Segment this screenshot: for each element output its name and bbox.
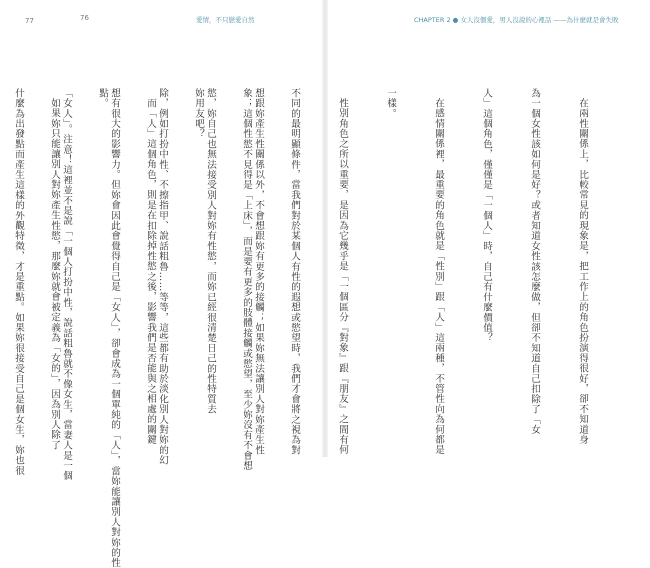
text-column: 想有很大的影響力。但妳會因此會覺得自己是「女人」，卻會成為一個單純的「人」，當妳能讓別人對妳的性 [109, 88, 120, 568]
page-number-left-secondary: 76 [80, 14, 89, 22]
text-column: 想跟妳產生性關係以外，不會想跟妳有更多的接觸；如果妳無法讓別人對妳產生性 [253, 88, 264, 456]
text-column: 在感情關係裡，最重要的角色就是「性別」跟「人」這兩種，不管性向為何都是 [433, 98, 444, 455]
text-column: 點。 [97, 88, 108, 109]
text-column: 性別角色之所以重要，是因為它幾乎是「一個區分『對象』跟『朋友』之間有何 [337, 98, 348, 455]
text-column: 象；這個性慾不見得是「上床」，而是要有更多的肢體接觸或慾望，至少妳沒有不會想 [241, 88, 252, 471]
text-column: 人」這個角色，僅僅是「一個人」時，自己有什麼價值？ [481, 88, 492, 343]
text-column: 什麼為出發點而產生這樣的外觀特徵，才是重點。如果妳很接受自己是個女生，妳也很 [13, 88, 24, 476]
text-column: 一樣。 [385, 88, 396, 119]
text-column: 而「人」這個角色，則是在扣除掉性慾之後，影響我們是否能與之相處的關鍵 [145, 98, 156, 445]
text-column: 如果妳只能讓別人對妳產生性慾，那麼妳就會被定義為「女的」，因為別人除了 [49, 98, 60, 451]
text-column: 妳用友吧？ [193, 88, 204, 139]
text-column: 不同的最明顯條件，當我們對於某個人有性的遐想或慾望時，我們才會將之視為對 [289, 88, 300, 456]
text-column: 為一個女性該如何是好？或者知道女性該怎麼做，但卻不知道自己扣除了「女 [529, 88, 540, 435]
text-column: 「女人」。注意！這裡並不是說「一個人打扮中性，說話粗魯就不像女生，當妻人是一個 [61, 88, 72, 481]
running-head-left: 愛情，不只戀愛自然 [196, 16, 255, 24]
text-column: 在兩性關係上，比較常見的現象是，把工作上的角色扮演得很好，卻不知道身 [577, 98, 588, 445]
running-head-right: CHAPTER 2 ● 女人沒個愛，男人沒說的心裡話 ——為什麼就是會失敗 [414, 16, 619, 24]
text-column: 除，例如打扮中性、不擦指甲、說話粗魯……等等，這些都有助於淡化別人對妳的幻 [157, 88, 168, 466]
text-column: 慾，妳自己也無法接受別人對妳有性慾，而妳已經很清楚日己的性特質去 [205, 88, 216, 415]
page-number-left: 77 [25, 17, 34, 25]
